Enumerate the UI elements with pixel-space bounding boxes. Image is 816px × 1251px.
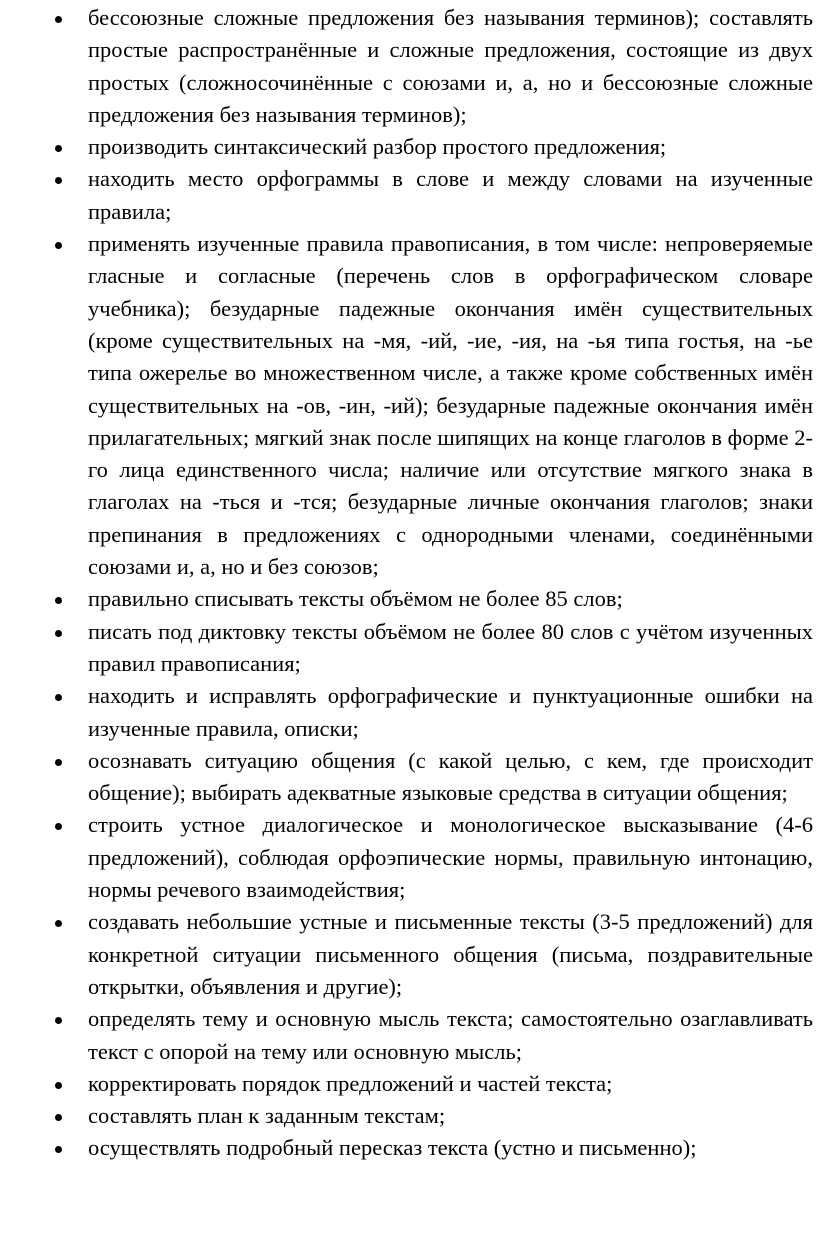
- bullet-icon: [55, 597, 62, 604]
- list-item-text: создавать небольшие устные и письменные тексты (3-5 предложений) для конкретной ситуации письменного общения (письма, поздравительные открытки, объявления и другие);: [88, 909, 813, 999]
- bullet-icon: [55, 1082, 62, 1089]
- list-item-text: строить устное диалогическое и монологическое высказывание (4-6 предложений), соблюдая орфоэпические нормы, правильную интонацию, нормы речевого взаимодействия;: [88, 812, 813, 903]
- bullet-icon: [55, 823, 62, 830]
- list-item: [0, 2, 816, 131]
- bullet-icon: [55, 1146, 62, 1153]
- list-item-text: применять изученные правила правописания, в том числе: непроверяемые гласные и согласные (перечень слов в орфографическом словаре учебника); безударные падежные окончания имён существительных (кроме существительных на -мя, -ий, -ие, -ия, на -ья типа гостья, на -ье типа ожерелье во множественном числе, а также кроме собственных имён существительных на -ов, -ин, -ий); безударные падежные окончания имён прилагательных; мягкий знак после шипящих на конце глаголов в форме 2-го лица единственного числа; наличие или отсутствие мягкого знака в глаголах на -ться и -тся; безударные личные окончания глаголов; знаки препинания в предложениях с однородными членами, соединёнными союзами и, а, но и без союзов;: [88, 231, 813, 580]
- list-item-text: находить место орфограммы в слове и между словами на изученные правила;: [88, 166, 813, 224]
- bullet-icon: [55, 242, 62, 249]
- list-item-text: производить синтаксический разбор простого предложения;: [88, 134, 667, 160]
- bullet-icon: [55, 630, 62, 637]
- list-item-text: находить и исправлять орфографические и пунктуационные ошибки на изученные правила, описки;: [88, 683, 813, 741]
- list-item: [0, 228, 816, 583]
- bullet-list: [0, 2, 816, 1165]
- list-item-text: правильно списывать тексты объёмом не более 85 слов;: [88, 586, 623, 612]
- list-item-text: осознавать ситуацию общения (с какой целью, с кем, где происходит общение); выбирать адекватные языковые средства в ситуации общения;: [88, 747, 813, 806]
- list-item-text: писать под диктовку тексты объёмом не более 80 слов с учётом изученных правил правописания;: [88, 618, 813, 676]
- bullet-icon: [55, 1017, 62, 1024]
- list-item: [0, 1132, 816, 1164]
- list-item-text: определять тему и основную мысль текста; самостоятельно озаглавливать текст с опорой на тему или основную мысль;: [88, 1006, 813, 1064]
- bullet-icon: [55, 177, 62, 184]
- bullet-icon: [55, 1114, 62, 1121]
- list-item-text: составлять план к заданным текстам;: [88, 1103, 446, 1129]
- bullet-icon: [55, 759, 62, 766]
- bullet-icon: [55, 16, 62, 23]
- list-item: [0, 1003, 816, 1068]
- list-item: [0, 131, 816, 163]
- list-item-text: корректировать порядок предложений и частей текста;: [88, 1070, 613, 1096]
- list-item: [0, 906, 816, 1003]
- list-item: [0, 1068, 816, 1100]
- bullet-icon: [55, 920, 62, 927]
- list-item: [0, 809, 816, 906]
- list-item: [0, 583, 816, 615]
- list-item: [0, 745, 816, 810]
- list-item: [0, 163, 816, 228]
- list-item: [0, 1100, 816, 1132]
- list-item-text: осуществлять подробный пересказ текста (устно и письменно);: [88, 1135, 697, 1161]
- list-item: [0, 616, 816, 681]
- list-item-text: бессоюзные сложные предложения без называния терминов); составлять простые распространённые и сложные предложения, состоящие из двух простых (сложносочинённые с союзами и, а, но и бессоюзные сложные предложения без называния терминов);: [88, 5, 813, 127]
- list-item: [0, 680, 816, 745]
- bullet-icon: [55, 694, 62, 701]
- bullet-icon: [55, 145, 62, 152]
